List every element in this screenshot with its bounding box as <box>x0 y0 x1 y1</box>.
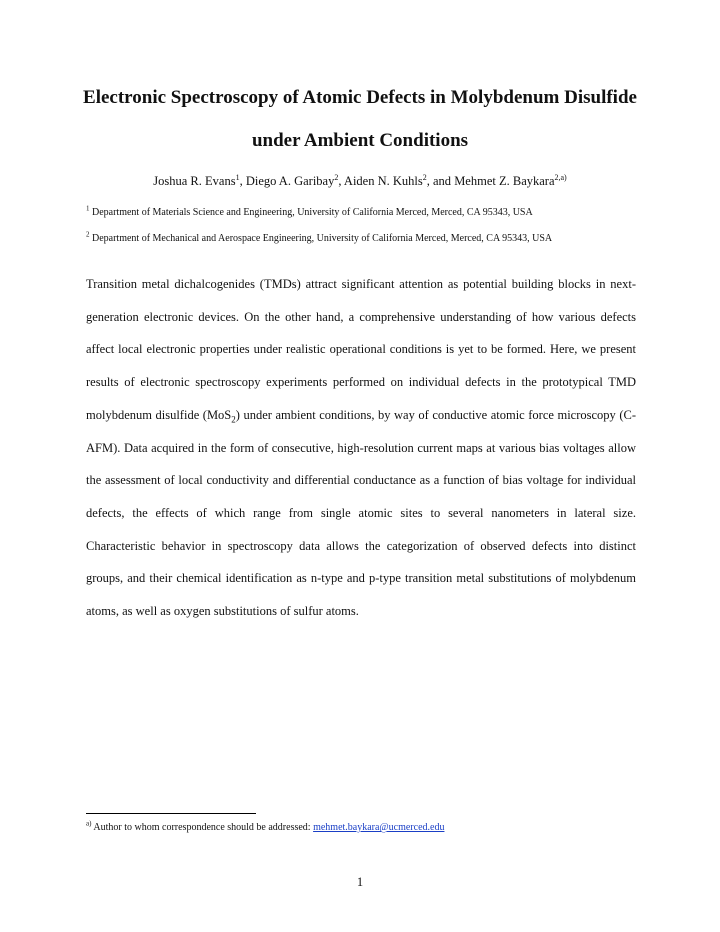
paper-title-line-2: under Ambient Conditions <box>251 130 469 151</box>
affiliation-text: Department of Materials Science and Engineering, University of California Merced, Merced, CA 95343, USA <box>92 207 533 218</box>
footnote-text: Author to whom correspondence should be addressed: <box>93 822 314 833</box>
correspondence-email-link[interactable]: mehmet.baykara@ucmerced.edu <box>313 822 445 833</box>
footnote-rule <box>86 813 256 814</box>
author-name: Diego A. Garibay <box>245 174 335 188</box>
author-affiliation-mark: 1 <box>235 172 240 182</box>
affiliation-mark: 1 <box>86 204 90 213</box>
abstract <box>86 268 636 628</box>
author-name: Joshua R. Evans <box>153 174 236 188</box>
author-affiliation-mark: 2 <box>334 172 339 182</box>
affiliation-1 <box>86 206 646 219</box>
footnote-mark: a) <box>86 819 92 828</box>
footnote <box>86 821 444 834</box>
affiliation-mark: 2 <box>86 230 90 239</box>
author-name: Mehmet Z. Baykara <box>454 174 555 188</box>
abstract-subscript: 2 <box>231 414 236 425</box>
author-affiliation-mark: 2 <box>422 172 427 182</box>
affiliation-2 <box>86 232 646 245</box>
abstract-text: Transition metal dichalcogenides (TMDs) attract significant attention as potential building blocks in next-generation electronic devices. On the other hand, a comprehensive understanding of how various defects affect local electronic properties under realistic operational conditions is yet to be formed. Here, we present results of electronic spectroscopy experiments performed on individual defects in the prototypical TMD molybdenum disulfide (MoS <box>86 277 636 422</box>
paper-title-line-1: Electronic Spectroscopy of Atomic Defects in Molybdenum Disulfide <box>83 87 637 108</box>
author-separator: , <box>239 174 246 188</box>
author-name: Aiden N. Kuhls <box>343 174 423 188</box>
author-list <box>0 173 720 189</box>
abstract-text-continued: ) under ambient conditions, by way of conductive atomic force microscopy (C-AFM). Data acquired in the form of consecutive, high-resolution current maps at various bias voltages allow the assessment of local conductivity and differential conductance as a function of bias voltage for individual defects, the effects of which range from single atomic sites to several nanometers in lateral size. Characteristic behavior in spectroscopy data allows the categorization of observed defects into distinct groups, and their chemical identification as n-type and p-type transition metal substitutions of molybdenum atoms, as well as oxygen substitutions of sulfur atoms. <box>86 407 636 619</box>
author-separator: , and <box>426 174 455 188</box>
affiliation-text: Department of Mechanical and Aerospace Engineering, University of California Merced, Merced, CA 95343, USA <box>92 233 553 244</box>
author-affiliation-mark: 2,a) <box>554 172 567 182</box>
page-number: 1 <box>356 875 364 889</box>
author-separator: , <box>338 174 344 188</box>
